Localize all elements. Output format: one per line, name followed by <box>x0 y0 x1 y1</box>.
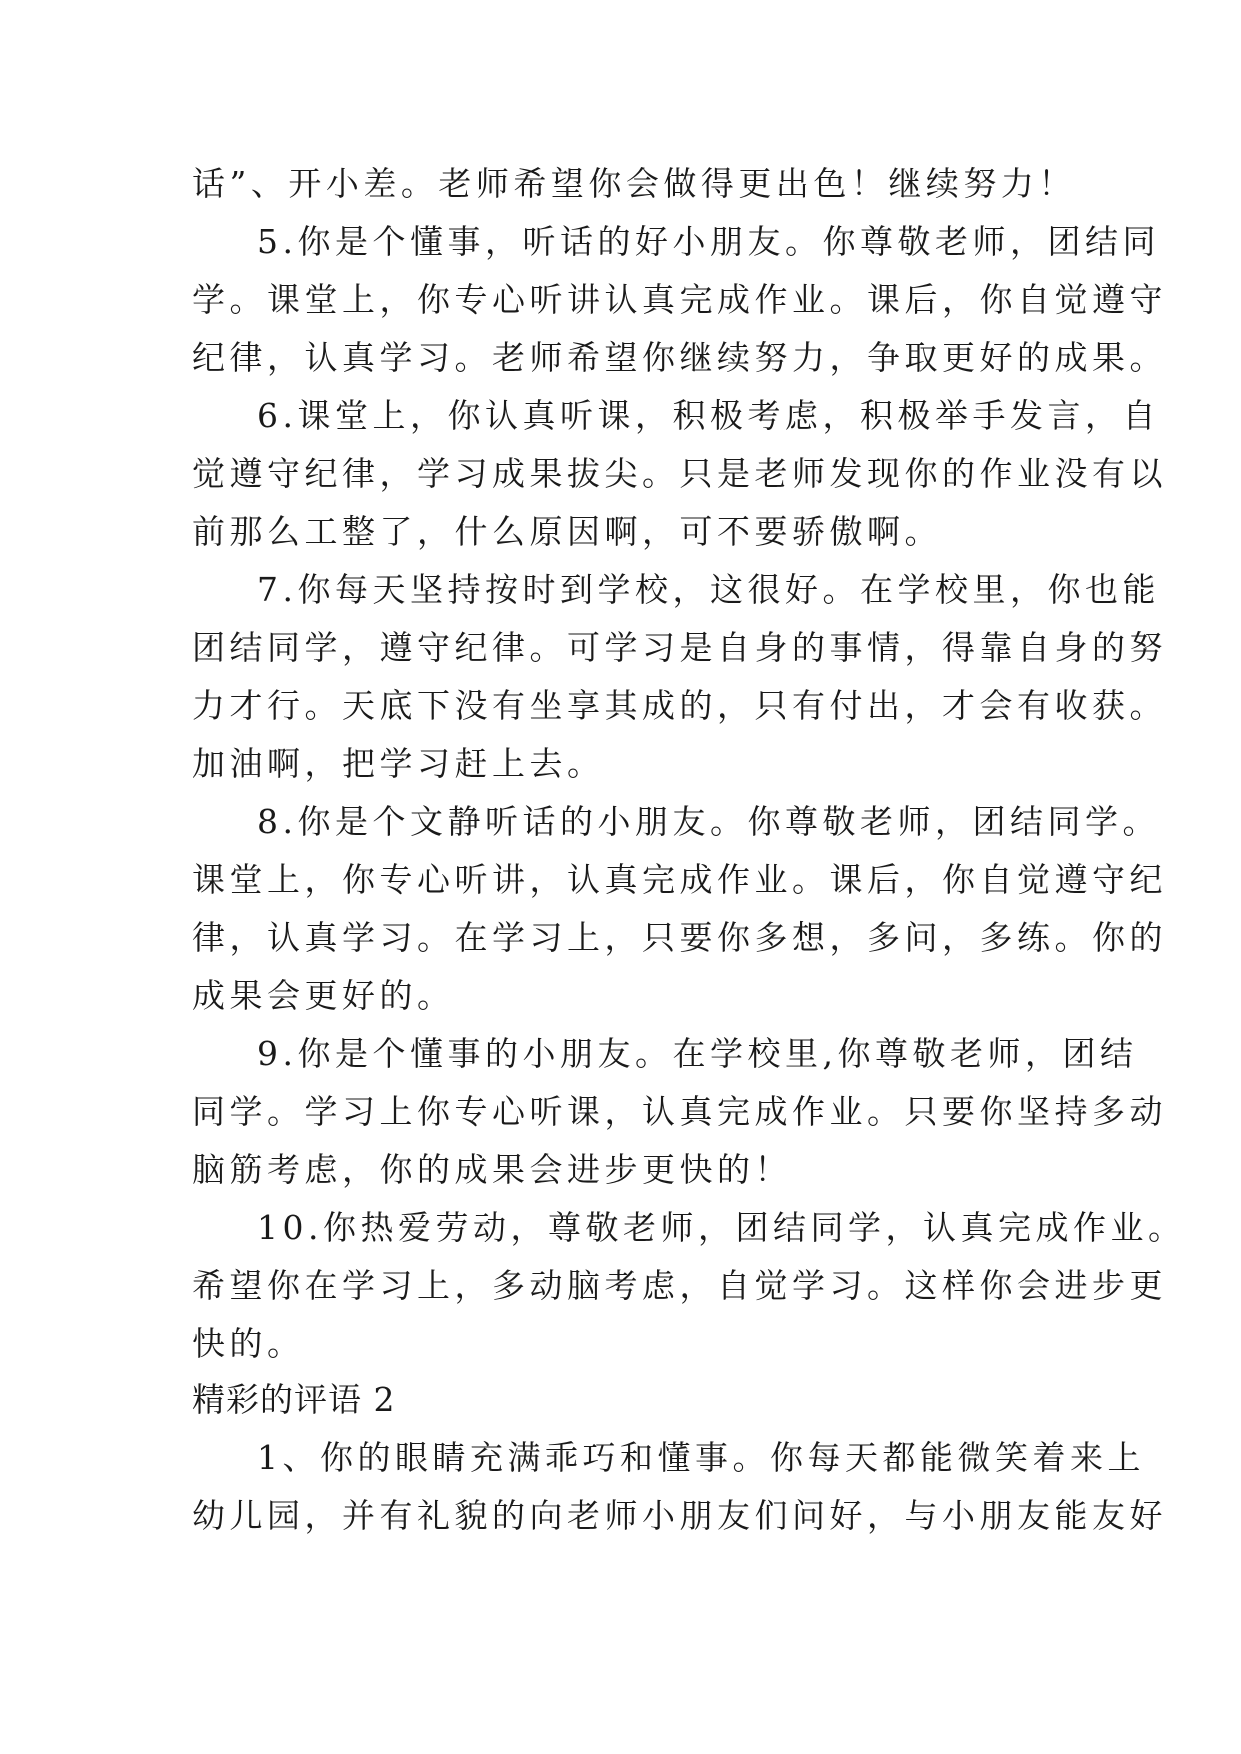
paragraph-start-6: 6.课堂上，你认真听课，积极考虑，积极举手发言，自 <box>257 396 1160 435</box>
text-line: 加油啊，把学习赶上去。 <box>192 744 605 783</box>
text-line: 希望你在学习上，多动脑考虑，自觉学习。这样你会进步更 <box>192 1266 1167 1305</box>
text-line: 成果会更好的。 <box>192 976 455 1015</box>
text-line: 律，认真学习。在学习上，只要你多想，多问，多练。你的 <box>192 918 1167 957</box>
paragraph-start-10: 10.你热爱劳动，尊敬老师，团结同学，认真完成作业。 <box>257 1208 1186 1247</box>
text-line: 团结同学，遵守纪律。可学习是自身的事情，得靠自身的努 <box>192 628 1167 667</box>
text-line: 纪律，认真学习。老师希望你继续努力，争取更好的成果。 <box>192 338 1167 377</box>
paragraph-start-9: 9.你是个懂事的小朋友。在学校里,你尊敬老师，团结 <box>257 1034 1138 1073</box>
text-line: 力才行。天底下没有坐享其成的，只有付出，才会有收获。 <box>192 686 1167 725</box>
paragraph-start-7: 7.你每天坚持按时到学校，这很好。在学校里，你也能 <box>257 570 1160 609</box>
text-line: 学。课堂上，你专心听讲认真完成作业。课后，你自觉遵守 <box>192 280 1167 319</box>
text-line: 话”、开小差。老师希望你会做得更出色！继续努力！ <box>192 164 1076 203</box>
text-line: 脑筋考虑，你的成果会进步更快的！ <box>192 1150 792 1189</box>
text-line: 快的。 <box>192 1324 305 1363</box>
text-line: 觉遵守纪律，学习成果拔尖。只是老师发现你的作业没有以 <box>192 454 1167 493</box>
text-line: 同学。学习上你专心听课，认真完成作业。只要你坚持多动 <box>192 1092 1167 1131</box>
paragraph-start-1: 1、你的眼睛充满乖巧和懂事。你每天都能微笑着来上 <box>257 1438 1145 1477</box>
paragraph-start-8: 8.你是个文静听话的小朋友。你尊敬老师，团结同学。 <box>257 802 1160 841</box>
text-line: 课堂上，你专心听讲，认真完成作业。课后，你自觉遵守纪 <box>192 860 1167 899</box>
paragraph-start-5: 5.你是个懂事，听话的好小朋友。你尊敬老师，团结同 <box>257 222 1160 261</box>
text-line: 幼儿园，并有礼貌的向老师小朋友们问好，与小朋友能友好 <box>192 1496 1167 1535</box>
text-line: 前那么工整了，什么原因啊，可不要骄傲啊。 <box>192 512 942 551</box>
section-heading: 精彩的评语 2 <box>192 1380 396 1419</box>
